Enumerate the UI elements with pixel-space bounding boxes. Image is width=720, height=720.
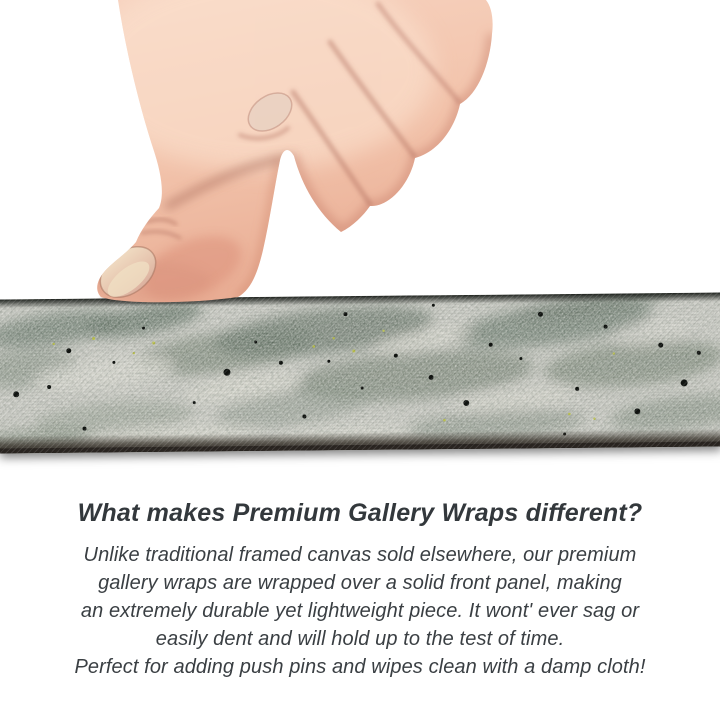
body-line: Perfect for adding push pins and wipes clean with a damp cloth! bbox=[74, 656, 646, 678]
canvas-edge-photo bbox=[0, 292, 720, 453]
body-line: an extremely durable yet lightweight piece. It wont' ever sag or bbox=[80, 600, 640, 622]
copy-block bbox=[0, 499, 720, 681]
hand-photo bbox=[0, 0, 720, 304]
headline: What makes Premium Gallery Wraps different? bbox=[77, 499, 643, 527]
body-line: Unlike traditional framed canvas sold elsewhere, our premium bbox=[83, 544, 637, 566]
body-line: gallery wraps are wrapped over a solid front panel, making bbox=[98, 572, 622, 594]
body-line: easily dent and will hold up to the test of time. bbox=[155, 628, 565, 650]
canvas-texture bbox=[0, 292, 720, 453]
